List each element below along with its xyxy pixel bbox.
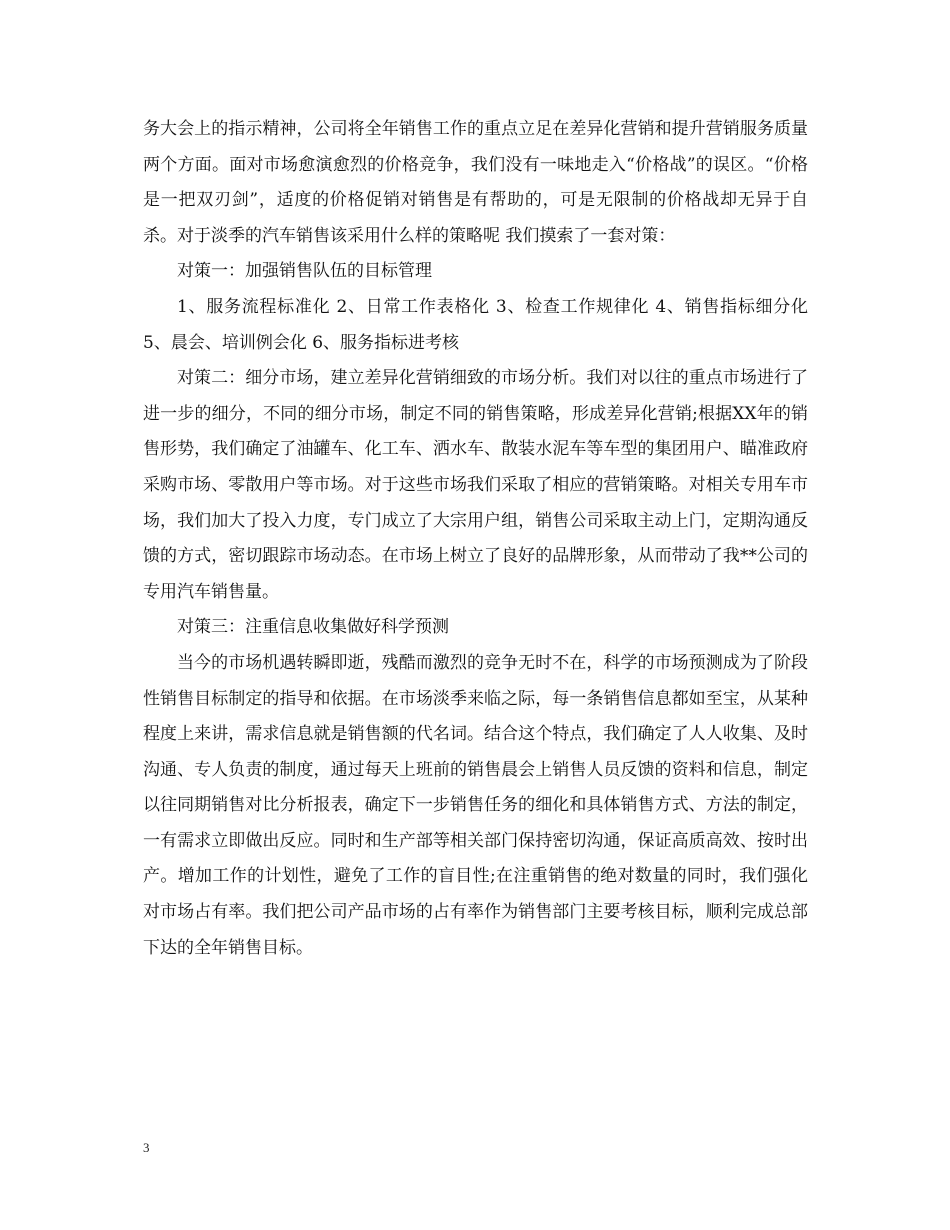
page-number: 3 — [143, 1140, 150, 1155]
paragraph-intro: 务大会上的指示精神，公司将全年销售工作的重点立足在差异化营销和提升营销服务质量两个方面。面对市场愈演愈烈的价格竞争，我们没有一味地走入“价格战”的误区。“价格是一把双刃剑”，适度的价格促销对销售是有帮助的，可是无限制的价格战却无异于自杀。对于淡季的汽车销售该采用什么样的策略呢 我们摸索了一套对策： — [143, 119, 808, 246]
heading-strategy-one: 对策一：加强销售队伍的目标管理 — [177, 261, 432, 282]
paragraph-strategy-two: 对策二：细分市场，建立差异化营销细致的市场分析。我们对以往的重点市场进行了进一步的细分，不同的细分市场，制定不同的销售策略，形成差异化营销;根据XX年的销售形势，我们确定了油罐车、化工车、洒水车、散装水泥车等车型的集团用户、瞄准政府采购市场、零散用户等市场。对于这些市场我们采取了相应的营销策略。对相关专用车市场，我们加大了投入力度，专门成立了大宗用户组，销售公司采取主动上门，定期沟通反馈的方式，密切跟踪市场动态。在市场上树立了良好的品牌形象，从而带动了我**公司的专用汽车销售量。 — [143, 368, 808, 602]
paragraph-strategy-one-list: 1、服务流程标准化 2、日常工作表格化 3、检查工作规律化 4、销售指标细分化 5、晨会、培训例会化 6、服务指标进考核 — [143, 296, 808, 353]
paragraph-strategy-three: 当今的市场机遇转瞬即逝，残酷而激烈的竞争无时不在，科学的市场预测成为了阶段性销售目标制定的指导和依据。在市场淡季来临之际，每一条销售信息都如至宝，从某种程度上来讲，需求信息就是销售额的代名词。结合这个特点，我们确定了人人收集、及时沟通、专人负责的制度，通过每天上班前的销售晨会上销售人员反馈的资料和信息，制定以往同期销售对比分析报表，确定下一步销售任务的细化和具体销售方式、方法的制定，一有需求立即做出反应。同时和生产部等相关部门保持密切沟通，保证高质高效、按时出产。增加工作的计划性，避免了工作的盲目性;在注重销售的绝对数量的同时，我们强化对市场占有率。我们把公司产品市场的占有率作为销售部门主要考核目标，顺利完成总部下达的全年销售目标。 — [143, 652, 808, 958]
heading-strategy-three: 对策三：注重信息收集做好科学预测 — [177, 617, 449, 638]
document-body — [143, 112, 808, 966]
